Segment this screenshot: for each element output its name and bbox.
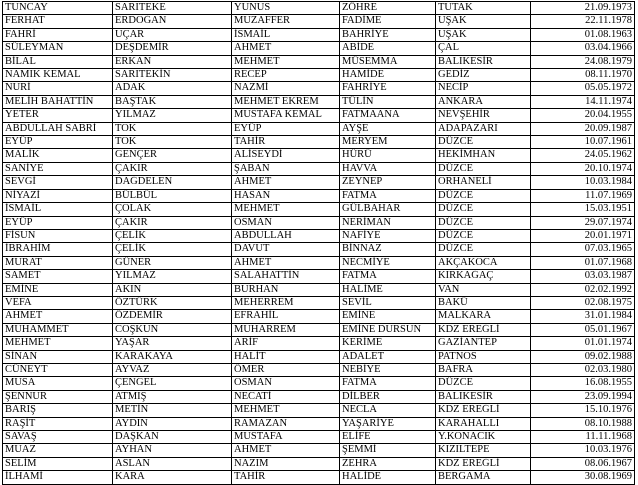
father-name-cell: AHMET: [232, 444, 340, 457]
first-name-cell: MUSA: [3, 377, 113, 390]
table-row: [3, 417, 635, 430]
birth-date-cell: 10.03.1976: [531, 444, 635, 457]
last-name-cell: ÖZDEMİR: [113, 310, 232, 323]
first-name-cell: VEFA: [3, 296, 113, 309]
first-name-cell: BİLAL: [3, 55, 113, 68]
birth-date-cell: 03.03.1987: [531, 270, 635, 283]
last-name-cell: ATMIŞ: [113, 390, 232, 403]
mother-name-cell: ZEHRA: [340, 457, 436, 470]
mother-name-cell: AYŞE: [340, 122, 436, 135]
first-name-cell: SAMET: [3, 270, 113, 283]
first-name-cell: SEVGİ: [3, 176, 113, 189]
last-name-cell: ÖZTÜRK: [113, 296, 232, 309]
table-row: [3, 136, 635, 149]
last-name-cell: TOK: [113, 136, 232, 149]
birth-date-cell: 22.11.1978: [531, 15, 635, 28]
birth-date-cell: 09.02.1988: [531, 350, 635, 363]
first-name-cell: ŞENNUR: [3, 390, 113, 403]
first-name-cell: EYÜP: [3, 216, 113, 229]
father-name-cell: ŞABAN: [232, 162, 340, 175]
table-row: [3, 310, 635, 323]
birthplace-cell: DÜZCE: [436, 136, 531, 149]
birthplace-cell: DÜZCE: [436, 243, 531, 256]
mother-name-cell: ADALET: [340, 350, 436, 363]
birthplace-cell: KDZ EREĞLİ: [436, 404, 531, 417]
mother-name-cell: ZEYNEP: [340, 176, 436, 189]
last-name-cell: SARITEKE: [113, 2, 232, 15]
birthplace-cell: DÜZCE: [436, 216, 531, 229]
first-name-cell: İBRAHİM: [3, 243, 113, 256]
birthplace-cell: DÜZCE: [436, 229, 531, 242]
first-name-cell: EMİNE: [3, 283, 113, 296]
birthplace-cell: KIZILTEPE: [436, 444, 531, 457]
birth-date-cell: 01.08.1963: [531, 28, 635, 41]
father-name-cell: MEHMET EKREM: [232, 95, 340, 108]
father-name-cell: AHMET: [232, 256, 340, 269]
father-name-cell: NAZIM: [232, 457, 340, 470]
birthplace-cell: UŞAK: [436, 28, 531, 41]
table-row: [3, 95, 635, 108]
father-name-cell: SALAHATTİN: [232, 270, 340, 283]
father-name-cell: ALİSEYDİ: [232, 149, 340, 162]
mother-name-cell: HALİDE: [340, 471, 436, 484]
birthplace-cell: KIRKAĞAÇ: [436, 270, 531, 283]
father-name-cell: RAMAZAN: [232, 417, 340, 430]
first-name-cell: CÜNEYT: [3, 363, 113, 376]
mother-name-cell: NAFİYE: [340, 229, 436, 242]
father-name-cell: TAHİR: [232, 471, 340, 484]
father-name-cell: AHMET: [232, 176, 340, 189]
last-name-cell: DAĞDELEN: [113, 176, 232, 189]
mother-name-cell: EMİNE: [340, 310, 436, 323]
birth-date-cell: 14.11.1974: [531, 95, 635, 108]
birth-date-cell: 23.09.1994: [531, 390, 635, 403]
last-name-cell: ÇAKIR: [113, 162, 232, 175]
table-row: [3, 323, 635, 336]
last-name-cell: BAŞTAK: [113, 95, 232, 108]
birthplace-cell: ANKARA: [436, 95, 531, 108]
mother-name-cell: HÜRÜ: [340, 149, 436, 162]
table-row: [3, 404, 635, 417]
last-name-cell: UÇAR: [113, 28, 232, 41]
table-body: [3, 2, 635, 485]
table-row: [3, 69, 635, 82]
last-name-cell: METİN: [113, 404, 232, 417]
person-records-table: [2, 1, 635, 485]
table-row: [3, 216, 635, 229]
father-name-cell: MUHARREM: [232, 323, 340, 336]
table-row: [3, 55, 635, 68]
birth-date-cell: 24.05.1962: [531, 149, 635, 162]
table-row: [3, 189, 635, 202]
birthplace-cell: GEDİZ: [436, 69, 531, 82]
mother-name-cell: FATMA: [340, 377, 436, 390]
mother-name-cell: EMİNE DURSUN: [340, 323, 436, 336]
mother-name-cell: TÜLİN: [340, 95, 436, 108]
birthplace-cell: UŞAK: [436, 15, 531, 28]
birth-date-cell: 20.01.1971: [531, 229, 635, 242]
birth-date-cell: 20.10.1974: [531, 162, 635, 175]
birthplace-cell: VAN: [436, 283, 531, 296]
father-name-cell: OSMAN: [232, 377, 340, 390]
first-name-cell: SELİM: [3, 457, 113, 470]
first-name-cell: RAŞİT: [3, 417, 113, 430]
last-name-cell: ÇAKIR: [113, 216, 232, 229]
birthplace-cell: BALIKESİR: [436, 390, 531, 403]
mother-name-cell: FADİME: [340, 15, 436, 28]
first-name-cell: YETER: [3, 109, 113, 122]
first-name-cell: SAVAŞ: [3, 431, 113, 444]
mother-name-cell: MÜSEMMA: [340, 55, 436, 68]
birthplace-cell: BAFRA: [436, 363, 531, 376]
birthplace-cell: BERGAMA: [436, 471, 531, 484]
father-name-cell: MEHMET: [232, 55, 340, 68]
birth-date-cell: 08.11.1970: [531, 69, 635, 82]
father-name-cell: ARİF: [232, 337, 340, 350]
birthplace-cell: PATNOS: [436, 350, 531, 363]
birth-date-cell: 11.11.1968: [531, 431, 635, 444]
mother-name-cell: MERYEM: [340, 136, 436, 149]
table-row: [3, 444, 635, 457]
mother-name-cell: NEBİYE: [340, 363, 436, 376]
first-name-cell: MEHMET: [3, 337, 113, 350]
father-name-cell: İSMAİL: [232, 28, 340, 41]
birthplace-cell: AKÇAKOCA: [436, 256, 531, 269]
mother-name-cell: ŞEMMİ: [340, 444, 436, 457]
last-name-cell: ÇOLAK: [113, 203, 232, 216]
father-name-cell: ABDULLAH: [232, 229, 340, 242]
birthplace-cell: TUTAK: [436, 2, 531, 15]
table-row: [3, 176, 635, 189]
birth-date-cell: 05.01.1967: [531, 323, 635, 336]
mother-name-cell: ZÖHRE: [340, 2, 436, 15]
birth-date-cell: 31.01.1984: [531, 310, 635, 323]
birth-date-cell: 05.05.1972: [531, 82, 635, 95]
first-name-cell: MALİK: [3, 149, 113, 162]
birth-date-cell: 10.07.1961: [531, 136, 635, 149]
mother-name-cell: GÜLBAHAR: [340, 203, 436, 216]
first-name-cell: SANİYE: [3, 162, 113, 175]
birth-date-cell: 01.01.1974: [531, 337, 635, 350]
first-name-cell: NAMIK KEMAL: [3, 69, 113, 82]
table-row: [3, 457, 635, 470]
mother-name-cell: YAŞARİYE: [340, 417, 436, 430]
first-name-cell: NİYAZİ: [3, 189, 113, 202]
birth-date-cell: 02.08.1975: [531, 296, 635, 309]
last-name-cell: COŞKUN: [113, 323, 232, 336]
birth-date-cell: 08.06.1967: [531, 457, 635, 470]
father-name-cell: BURHAN: [232, 283, 340, 296]
birthplace-cell: ORHANELİ: [436, 176, 531, 189]
last-name-cell: TOK: [113, 122, 232, 135]
last-name-cell: YILMAZ: [113, 109, 232, 122]
birthplace-cell: DÜZCE: [436, 162, 531, 175]
birth-date-cell: 07.03.1965: [531, 243, 635, 256]
birth-date-cell: 20.04.1955: [531, 109, 635, 122]
last-name-cell: ERKAN: [113, 55, 232, 68]
mother-name-cell: SEVİL: [340, 296, 436, 309]
last-name-cell: AYHAN: [113, 444, 232, 457]
first-name-cell: FAHRİ: [3, 28, 113, 41]
birthplace-cell: GAZİANTEP: [436, 337, 531, 350]
table-row: [3, 203, 635, 216]
father-name-cell: MEHMET: [232, 404, 340, 417]
father-name-cell: EYÜP: [232, 122, 340, 135]
table-row: [3, 243, 635, 256]
father-name-cell: HALİT: [232, 350, 340, 363]
father-name-cell: NECATİ: [232, 390, 340, 403]
table-row: [3, 42, 635, 55]
birthplace-cell: HEKİMHAN: [436, 149, 531, 162]
mother-name-cell: ELİFE: [340, 431, 436, 444]
father-name-cell: MUZAFFER: [232, 15, 340, 28]
father-name-cell: HASAN: [232, 189, 340, 202]
first-name-cell: İSMAİL: [3, 203, 113, 216]
table-row: [3, 2, 635, 15]
table-row: [3, 377, 635, 390]
mother-name-cell: NECLA: [340, 404, 436, 417]
last-name-cell: SARITEKİN: [113, 69, 232, 82]
birthplace-cell: DÜZCE: [436, 377, 531, 390]
first-name-cell: ABDULLAH SABRİ: [3, 122, 113, 135]
mother-name-cell: HAMİDE: [340, 69, 436, 82]
mother-name-cell: BİNNAZ: [340, 243, 436, 256]
father-name-cell: RECEP: [232, 69, 340, 82]
birth-date-cell: 11.07.1969: [531, 189, 635, 202]
table-row: [3, 337, 635, 350]
birthplace-cell: DÜZCE: [436, 189, 531, 202]
mother-name-cell: KERİME: [340, 337, 436, 350]
last-name-cell: BÜLBÜL: [113, 189, 232, 202]
table-row: [3, 283, 635, 296]
last-name-cell: GÜNER: [113, 256, 232, 269]
birth-date-cell: 20.09.1987: [531, 122, 635, 135]
first-name-cell: BARIŞ: [3, 404, 113, 417]
birth-date-cell: 02.03.1980: [531, 363, 635, 376]
birthplace-cell: KDZ EREĞLİ: [436, 323, 531, 336]
first-name-cell: FİSUN: [3, 229, 113, 242]
birth-date-cell: 16.08.1955: [531, 377, 635, 390]
first-name-cell: İLHAMİ: [3, 471, 113, 484]
first-name-cell: MUHAMMET: [3, 323, 113, 336]
last-name-cell: AYDIN: [113, 417, 232, 430]
birth-date-cell: 02.02.1992: [531, 283, 635, 296]
mother-name-cell: FATMA: [340, 270, 436, 283]
last-name-cell: ÇELİK: [113, 243, 232, 256]
first-name-cell: FERHAT: [3, 15, 113, 28]
mother-name-cell: ABİDE: [340, 42, 436, 55]
first-name-cell: SÜLEYMAN: [3, 42, 113, 55]
mother-name-cell: FATMAANA: [340, 109, 436, 122]
birthplace-cell: NECİP: [436, 82, 531, 95]
table-row: [3, 256, 635, 269]
mother-name-cell: DİLBER: [340, 390, 436, 403]
first-name-cell: TUNCAY: [3, 2, 113, 15]
first-name-cell: SİNAN: [3, 350, 113, 363]
last-name-cell: ÇELİK: [113, 229, 232, 242]
birthplace-cell: Y.KONACIK: [436, 431, 531, 444]
last-name-cell: KARAKAYA: [113, 350, 232, 363]
first-name-cell: MUAZ: [3, 444, 113, 457]
mother-name-cell: HALİME: [340, 283, 436, 296]
birthplace-cell: KARAHALLI: [436, 417, 531, 430]
birth-date-cell: 15.03.1951: [531, 203, 635, 216]
mother-name-cell: HAVVA: [340, 162, 436, 175]
table-row: [3, 363, 635, 376]
table-row: [3, 270, 635, 283]
table-row: [3, 15, 635, 28]
father-name-cell: EFRAHİL: [232, 310, 340, 323]
father-name-cell: YUNUS: [232, 2, 340, 15]
table-row: [3, 350, 635, 363]
birthplace-cell: NEVŞEHİR: [436, 109, 531, 122]
table-row: [3, 122, 635, 135]
first-name-cell: NURİ: [3, 82, 113, 95]
birthplace-cell: ADAPAZARI: [436, 122, 531, 135]
last-name-cell: ÇENGEL: [113, 377, 232, 390]
birthplace-cell: DÜZCE: [436, 203, 531, 216]
father-name-cell: AHMET: [232, 42, 340, 55]
table-row: [3, 471, 635, 484]
mother-name-cell: NERİMAN: [340, 216, 436, 229]
father-name-cell: ÖMER: [232, 363, 340, 376]
last-name-cell: DEŞDEMİR: [113, 42, 232, 55]
first-name-cell: MURAT: [3, 256, 113, 269]
birth-date-cell: 29.07.1974: [531, 216, 635, 229]
birth-date-cell: 10.03.1984: [531, 176, 635, 189]
last-name-cell: YAŞAR: [113, 337, 232, 350]
last-name-cell: ERDOĞAN: [113, 15, 232, 28]
birthplace-cell: MALKARA: [436, 310, 531, 323]
table-row: [3, 229, 635, 242]
father-name-cell: TAHİR: [232, 136, 340, 149]
birth-date-cell: 03.04.1966: [531, 42, 635, 55]
birth-date-cell: 15.10.1976: [531, 404, 635, 417]
mother-name-cell: BAHRİYE: [340, 28, 436, 41]
table-row: [3, 149, 635, 162]
last-name-cell: AYVAZ: [113, 363, 232, 376]
birthplace-cell: BALIKESİR: [436, 55, 531, 68]
birth-date-cell: 08.10.1988: [531, 417, 635, 430]
last-name-cell: AKIN: [113, 283, 232, 296]
table-row: [3, 82, 635, 95]
father-name-cell: MUSTAFA KEMAL: [232, 109, 340, 122]
birthplace-cell: BAKÜ: [436, 296, 531, 309]
last-name-cell: DAŞKAN: [113, 431, 232, 444]
father-name-cell: MEHMET: [232, 203, 340, 216]
father-name-cell: DAVUT: [232, 243, 340, 256]
last-name-cell: ADAK: [113, 82, 232, 95]
table-row: [3, 162, 635, 175]
birth-date-cell: 30.08.1969: [531, 471, 635, 484]
last-name-cell: YILMAZ: [113, 270, 232, 283]
birth-date-cell: 01.07.1968: [531, 256, 635, 269]
father-name-cell: MUSTAFA: [232, 431, 340, 444]
mother-name-cell: FATMA: [340, 189, 436, 202]
first-name-cell: MELİH BAHATTİN: [3, 95, 113, 108]
father-name-cell: MEHERREM: [232, 296, 340, 309]
last-name-cell: GENÇER: [113, 149, 232, 162]
father-name-cell: NAZMİ: [232, 82, 340, 95]
table-row: [3, 109, 635, 122]
mother-name-cell: FAHRİYE: [340, 82, 436, 95]
birth-date-cell: 24.08.1979: [531, 55, 635, 68]
last-name-cell: KARA: [113, 471, 232, 484]
table-row: [3, 390, 635, 403]
birthplace-cell: KDZ EREĞLİ: [436, 457, 531, 470]
table-row: [3, 296, 635, 309]
table-row: [3, 431, 635, 444]
first-name-cell: EYÜP: [3, 136, 113, 149]
last-name-cell: ASLAN: [113, 457, 232, 470]
mother-name-cell: NECMİYE: [340, 256, 436, 269]
father-name-cell: OSMAN: [232, 216, 340, 229]
table-row: [3, 28, 635, 41]
birthplace-cell: ÇAL: [436, 42, 531, 55]
first-name-cell: AHMET: [3, 310, 113, 323]
birth-date-cell: 21.09.1973: [531, 2, 635, 15]
